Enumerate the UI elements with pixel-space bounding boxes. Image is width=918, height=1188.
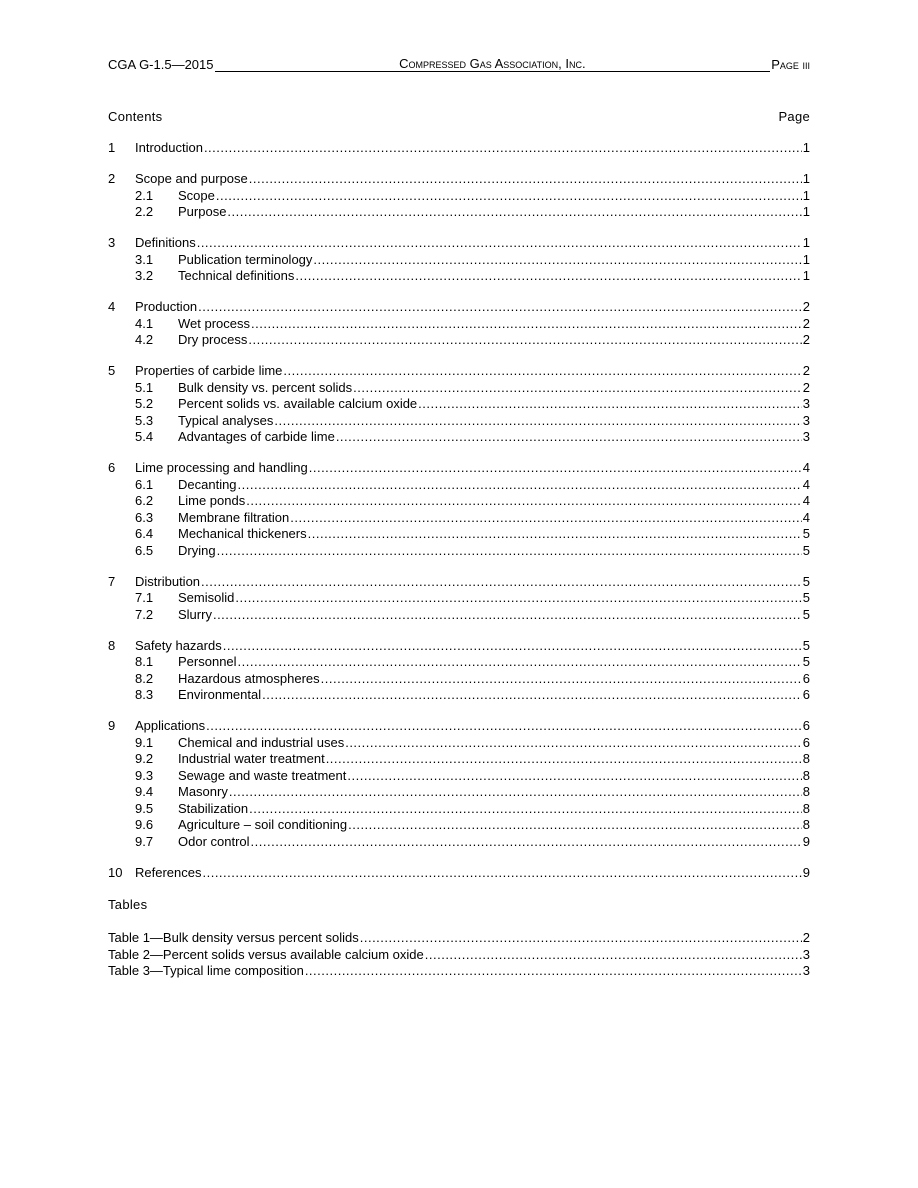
entry-title: Lime ponds <box>178 493 246 508</box>
section-number: 9.2 <box>135 751 154 766</box>
entry-page-number: 8 <box>802 767 810 783</box>
section-number: 6.1 <box>135 476 154 492</box>
toc-subentry[interactable] <box>108 768 810 785</box>
toc-subentry[interactable] <box>108 671 810 688</box>
toc-subentry[interactable] <box>108 735 810 752</box>
entry-title: Slurry <box>178 606 212 622</box>
entry-page-number: 5 <box>802 526 810 541</box>
section-number: 9.7 <box>135 833 154 849</box>
entry-page-number: 5 <box>802 573 810 589</box>
entry-page-number: 3 <box>802 946 810 962</box>
entry-title: Agriculture – soil conditioning <box>178 817 348 832</box>
entry-title: Personnel <box>178 654 237 669</box>
toc-subentry[interactable] <box>108 252 810 269</box>
entry-title: Production <box>135 299 198 314</box>
section-number: 2.1 <box>135 187 154 203</box>
dot-leader <box>283 363 801 380</box>
entry-page-number: 1 <box>802 251 810 267</box>
list-of-tables <box>108 930 810 980</box>
toc-subentry[interactable] <box>108 493 810 510</box>
entry-page-number: 8 <box>802 817 810 832</box>
contents-heading-row <box>108 109 810 124</box>
section-number: 3.1 <box>135 251 154 267</box>
toc-subentry[interactable] <box>108 510 810 527</box>
dot-leader <box>347 768 801 785</box>
entry-title: Properties of carbide lime <box>135 363 283 378</box>
entry-page-number: 5 <box>802 606 810 622</box>
dot-leader <box>321 671 802 688</box>
dot-leader <box>345 735 802 752</box>
dot-leader <box>202 865 801 882</box>
dot-leader <box>336 429 802 446</box>
entry-page-number: 5 <box>802 654 810 669</box>
toc-section-group <box>108 171 810 221</box>
toc-section-group <box>108 140 810 157</box>
entry-title: Table 2—Percent solids versus available calcium oxide <box>108 946 424 962</box>
publisher-name: Compressed Gas Association, Inc. <box>215 56 771 72</box>
dot-leader <box>418 396 802 413</box>
toc-subentry[interactable] <box>108 801 810 818</box>
toc-section-group <box>108 574 810 624</box>
toc-subentry[interactable] <box>108 543 810 560</box>
entry-page-number: 4 <box>802 509 810 525</box>
entry-title: Bulk density vs. percent solids <box>178 379 353 395</box>
toc-subentry[interactable] <box>108 413 810 430</box>
toc-subentry[interactable] <box>108 817 810 834</box>
section-number: 2 <box>108 171 116 186</box>
entry-title: Technical definitions <box>178 268 295 283</box>
dot-leader <box>235 590 801 607</box>
entry-title: Membrane filtration <box>178 509 290 525</box>
dot-leader <box>238 654 802 671</box>
section-number: 4.1 <box>135 315 154 331</box>
dot-leader <box>197 235 802 252</box>
tables-heading: Tables <box>108 897 148 912</box>
toc-entry[interactable] <box>108 363 810 380</box>
toc-entry[interactable] <box>108 638 810 655</box>
toc-entry[interactable] <box>108 574 810 591</box>
entry-title: Odor control <box>178 833 250 849</box>
table-list-entry[interactable] <box>108 963 810 980</box>
entry-title: References <box>135 864 202 880</box>
toc-subentry[interactable] <box>108 332 810 349</box>
toc-subentry[interactable] <box>108 784 810 801</box>
entry-page-number: 2 <box>802 299 810 314</box>
toc-section-group <box>108 235 810 285</box>
dot-leader <box>248 332 801 349</box>
entry-page-number: 2 <box>802 332 810 347</box>
entry-title: Table 3—Typical lime composition <box>108 963 304 978</box>
toc-subentry[interactable] <box>108 477 810 494</box>
toc-entry[interactable] <box>108 235 810 252</box>
dot-leader <box>223 638 802 655</box>
section-number: 7.2 <box>135 606 154 622</box>
toc-subentry[interactable] <box>108 396 810 413</box>
entry-page-number: 5 <box>802 590 810 605</box>
entry-page-number: 6 <box>802 718 810 733</box>
toc-subentry[interactable] <box>108 316 810 333</box>
entry-title: Typical analyses <box>178 412 274 428</box>
entry-page-number: 2 <box>802 379 810 395</box>
entry-page-number: 9 <box>802 833 810 849</box>
dot-leader <box>274 413 801 430</box>
entry-page-number: 3 <box>802 412 810 428</box>
entry-page-number: 1 <box>802 268 810 283</box>
dot-leader <box>353 380 802 397</box>
toc-subentry[interactable] <box>108 268 810 285</box>
section-number: 4.2 <box>135 332 154 347</box>
entry-page-number: 8 <box>802 800 810 816</box>
toc-entry[interactable] <box>108 865 810 882</box>
toc-subentry[interactable] <box>108 607 810 624</box>
entry-title: Distribution <box>135 573 201 589</box>
entry-page-number: 2 <box>802 315 810 331</box>
section-number: 10 <box>108 864 123 880</box>
section-number: 9 <box>108 718 116 733</box>
entry-page-number: 9 <box>802 864 810 880</box>
dot-leader <box>305 963 802 980</box>
dot-leader <box>249 801 802 818</box>
page-number: Page iii <box>771 57 810 72</box>
entry-title: Hazardous atmospheres <box>178 670 320 686</box>
dot-leader <box>251 316 802 333</box>
dot-leader <box>216 188 802 205</box>
section-number: 6.5 <box>135 542 154 558</box>
section-number: 6 <box>108 460 116 475</box>
entry-title: Scope <box>178 187 215 203</box>
dot-leader <box>213 607 802 624</box>
toc-section-group <box>108 865 810 882</box>
section-number: 7.1 <box>135 590 154 605</box>
toc-section-group <box>108 718 810 850</box>
section-number: 9.5 <box>135 800 154 816</box>
entry-title: Decanting <box>178 476 237 492</box>
entry-title: Stabilization <box>178 800 249 816</box>
toc-entry[interactable] <box>108 299 810 316</box>
section-number: 3.2 <box>135 268 154 283</box>
entry-page-number: 6 <box>802 670 810 686</box>
dot-leader <box>262 687 802 704</box>
entry-page-number: 1 <box>802 204 810 219</box>
dot-leader <box>249 171 802 188</box>
dot-leader <box>246 493 802 510</box>
toc-subentry[interactable] <box>108 590 810 607</box>
toc-subentry[interactable] <box>108 429 810 446</box>
table-list-entry[interactable] <box>108 930 810 947</box>
dot-leader <box>238 477 802 494</box>
entry-title: Table 1—Bulk density versus percent solids <box>108 930 359 945</box>
section-number: 6.3 <box>135 509 154 525</box>
section-number: 1 <box>108 140 116 155</box>
toc-entry[interactable] <box>108 718 810 735</box>
section-number: 4 <box>108 299 116 314</box>
entry-title: Advantages of carbide lime <box>178 429 335 444</box>
toc-section-group <box>108 363 810 446</box>
dot-leader <box>313 252 801 269</box>
section-number: 9.1 <box>135 734 154 750</box>
entry-page-number: 6 <box>802 734 810 750</box>
section-number: 5.3 <box>135 412 154 428</box>
toc-subentry[interactable] <box>108 654 810 671</box>
toc-entry[interactable] <box>108 460 810 477</box>
toc-entry[interactable] <box>108 140 810 157</box>
entry-title: Lime processing and handling <box>135 460 308 475</box>
section-number: 8 <box>108 637 116 653</box>
toc-section-group <box>108 299 810 349</box>
section-number: 9.3 <box>135 767 154 783</box>
entry-page-number: 1 <box>802 140 810 155</box>
dot-leader <box>227 204 801 221</box>
section-number: 8.1 <box>135 654 154 669</box>
entry-page-number: 2 <box>802 363 810 378</box>
entry-page-number: 4 <box>802 493 810 508</box>
dot-leader <box>326 751 802 768</box>
entry-page-number: 4 <box>802 476 810 492</box>
entry-page-number: 2 <box>802 930 810 945</box>
entry-title: Environmental <box>178 687 262 702</box>
entry-title: Applications <box>135 718 206 733</box>
dot-leader <box>251 834 802 851</box>
toc-subentry[interactable] <box>108 380 810 397</box>
dot-leader <box>348 817 802 834</box>
dot-leader <box>204 140 802 157</box>
document-id: CGA G-1.5—2015 <box>108 57 214 72</box>
entry-title: Safety hazards <box>135 637 222 653</box>
dot-leader <box>206 718 802 735</box>
entry-title: Industrial water treatment <box>178 751 325 766</box>
entry-page-number: 3 <box>802 429 810 444</box>
entry-title: Scope and purpose <box>135 171 248 186</box>
dot-leader <box>217 543 802 560</box>
entry-title: Sewage and waste treatment <box>178 767 347 783</box>
entry-title: Chemical and industrial uses <box>178 734 345 750</box>
entry-page-number: 4 <box>802 460 810 475</box>
section-number: 9.6 <box>135 817 154 832</box>
entry-page-number: 1 <box>802 235 810 250</box>
toc-section-group <box>108 460 810 559</box>
dot-leader <box>290 510 801 527</box>
toc-subentry[interactable] <box>108 834 810 851</box>
dot-leader <box>425 947 802 964</box>
entry-title: Dry process <box>178 332 248 347</box>
section-number: 5 <box>108 363 116 378</box>
section-number: 2.2 <box>135 204 154 219</box>
entry-page-number: 3 <box>802 963 810 978</box>
dot-leader <box>295 268 801 285</box>
entry-title: Masonry <box>178 784 228 799</box>
dot-leader <box>308 526 802 543</box>
entry-title: Semisolid <box>178 590 235 605</box>
entry-title: Drying <box>178 542 216 558</box>
toc-section-group <box>108 638 810 704</box>
section-number: 5.2 <box>135 396 154 411</box>
section-number: 6.4 <box>135 526 154 541</box>
entry-page-number: 5 <box>802 542 810 558</box>
toc-subentry[interactable] <box>108 204 810 221</box>
entry-page-number: 5 <box>802 637 810 653</box>
entry-title: Publication terminology <box>178 251 313 267</box>
section-number: 7 <box>108 573 116 589</box>
toc-subentry[interactable] <box>108 526 810 543</box>
dot-leader <box>198 299 802 316</box>
section-number: 6.2 <box>135 493 154 508</box>
entry-title: Wet process <box>178 315 251 331</box>
toc-entry[interactable] <box>108 171 810 188</box>
entry-page-number: 1 <box>802 171 810 186</box>
contents-heading: Contents <box>108 109 163 124</box>
section-number: 5.1 <box>135 379 154 395</box>
dot-leader <box>360 930 802 947</box>
entry-title: Purpose <box>178 204 227 219</box>
toc-subentry[interactable] <box>108 188 810 205</box>
section-number: 5.4 <box>135 429 154 444</box>
page-header <box>108 54 810 72</box>
toc-subentry[interactable] <box>108 687 810 704</box>
section-number: 3 <box>108 235 116 250</box>
entry-page-number: 6 <box>802 687 810 702</box>
entry-page-number: 8 <box>802 784 810 799</box>
entry-title: Definitions <box>135 235 196 250</box>
entry-page-number: 1 <box>802 187 810 203</box>
section-number: 8.3 <box>135 687 154 702</box>
dot-leader <box>229 784 802 801</box>
dot-leader <box>201 574 802 591</box>
entry-title: Mechanical thickeners <box>178 526 307 541</box>
entry-page-number: 3 <box>802 396 810 411</box>
entry-page-number: 8 <box>802 751 810 766</box>
page-column-label: Page <box>778 109 810 124</box>
entry-title: Percent solids vs. available calcium oxide <box>178 396 418 411</box>
table-of-contents <box>108 140 810 896</box>
entry-title: Introduction <box>135 140 203 155</box>
toc-subentry[interactable] <box>108 751 810 768</box>
section-number: 8.2 <box>135 670 154 686</box>
table-list-entry[interactable] <box>108 947 810 964</box>
dot-leader <box>309 460 802 477</box>
section-number: 9.4 <box>135 784 154 799</box>
